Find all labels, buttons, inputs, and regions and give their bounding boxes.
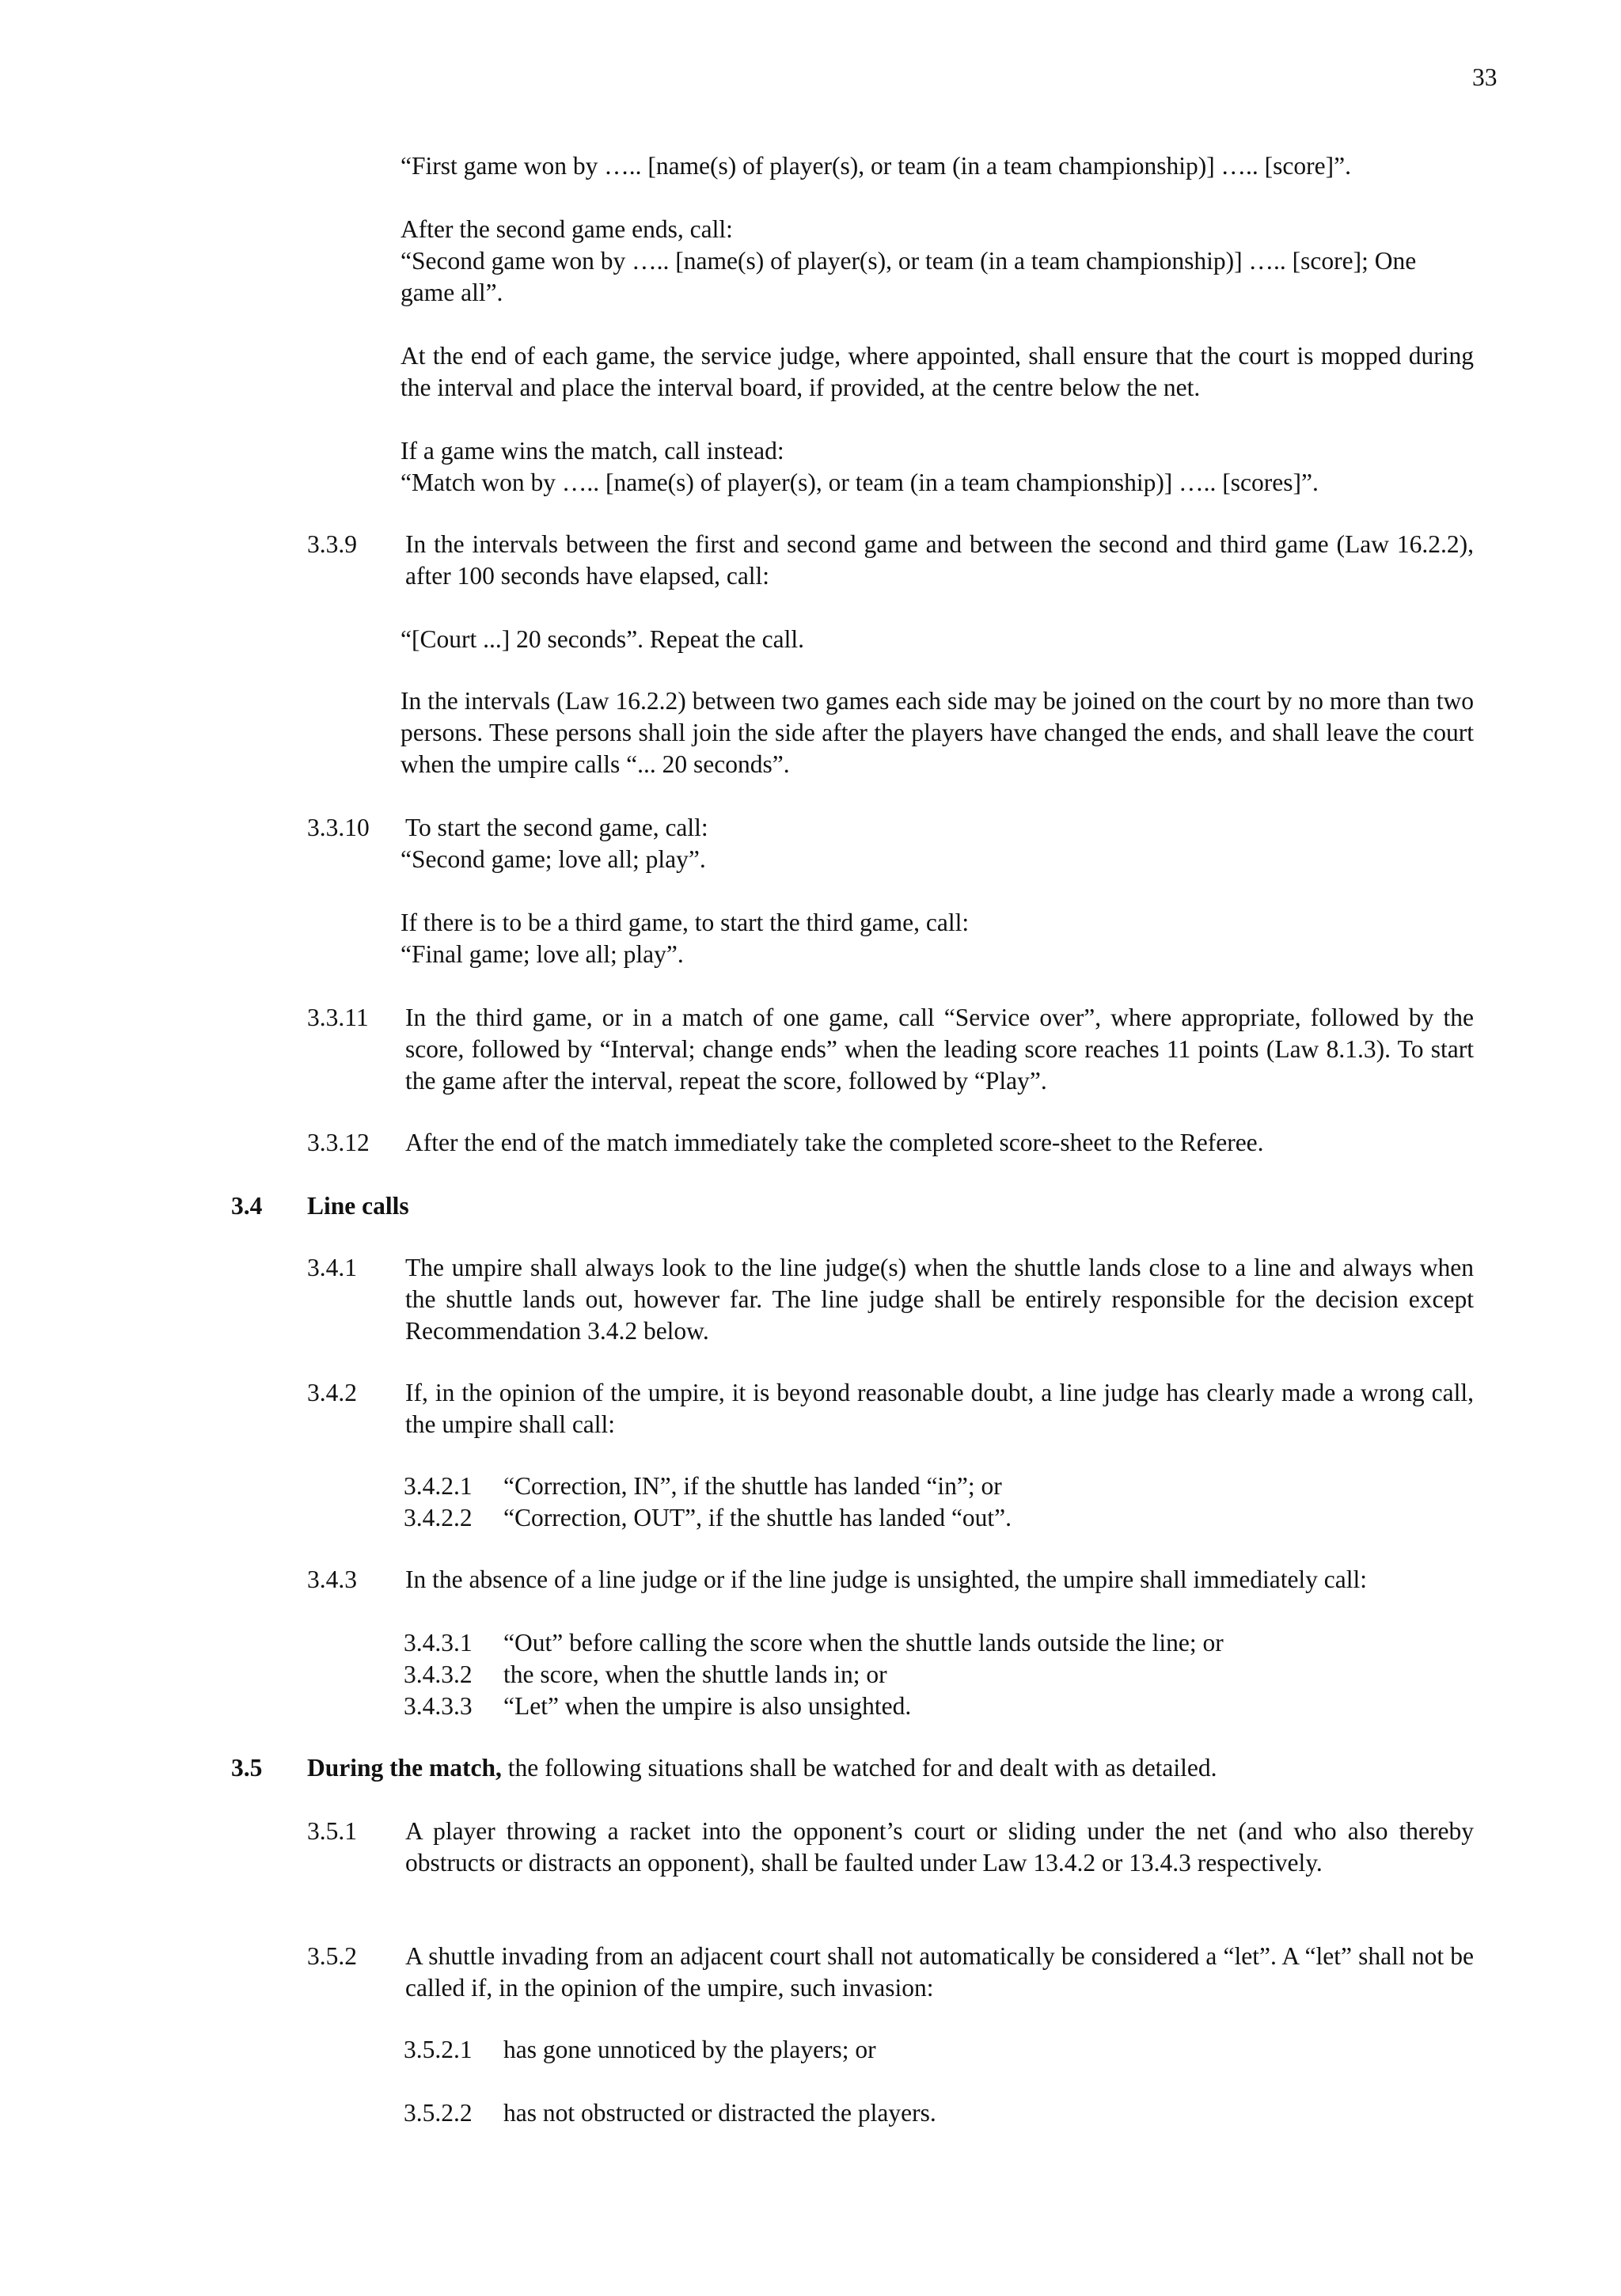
section-number: 3.4.2	[307, 1379, 357, 1406]
subsection-text: has gone unnoticed by the players; or	[503, 2036, 876, 2063]
section-3-3-11	[307, 1002, 1474, 1097]
subsection-text: has not obstructed or distracted the players.	[503, 2099, 936, 2127]
subsection-3-4-3-2	[404, 1659, 1474, 1691]
section-3-3-9	[307, 529, 1474, 592]
section-number: 3.4.3	[307, 1565, 357, 1593]
paragraph-match-intro: If a game wins the match, call instead:	[401, 437, 784, 465]
section-text: During the match, the following situations shall be watched for and dealt with as detailed.	[307, 1754, 1217, 1782]
paragraph-second-game-intro: After the second game ends, call:	[401, 215, 733, 243]
subsection-number: 3.5.2.1	[404, 2036, 473, 2063]
paragraph-end-of-game: At the end of each game, the service judge, where appointed, shall ensure that the court is mopped during the interval and place the interval board, if provided, at the centre below the net.	[401, 342, 1474, 401]
section-text: In the intervals between the first and second game and between the second and third game (Law 16.2.2), after 100 seconds have elapsed, call:	[405, 530, 1474, 590]
section-number: 3.5	[231, 1754, 263, 1782]
subsection-number: 3.4.2.1	[404, 1472, 473, 1500]
page-number: 33	[1472, 63, 1498, 91]
subsection-text: “Correction, OUT”, if the shuttle has landed “out”.	[503, 1504, 1012, 1531]
section-title: Line calls	[307, 1192, 409, 1220]
subsection-3-4-3-3	[404, 1691, 1474, 1722]
paragraph-final-game-call: “Final game; love all; play”.	[401, 940, 684, 968]
section-3-5-2	[307, 1941, 1474, 2004]
section-number: 3.3.9	[307, 530, 357, 558]
section-number: 3.3.11	[307, 1004, 369, 1031]
subsection-text: the score, when the shuttle lands in; or	[503, 1660, 887, 1688]
section-text: In the third game, or in a match of one game, call “Service over”, where appropriate, followed by the score, followed by “Interval; change ends” when the leading score reaches 11 points (Law 8.1.3). To start the game after the interval, repeat the score, followed by “Play”.	[405, 1004, 1474, 1095]
section-3-4	[231, 1190, 1474, 1222]
subsection-text: “Out” before calling the score when the shuttle lands outside the line; or	[503, 1629, 1224, 1657]
subsection-text: “Correction, IN”, if the shuttle has landed “in”; or	[503, 1472, 1002, 1500]
section-3-5	[231, 1752, 1474, 1784]
section-number: 3.3.10	[307, 814, 370, 841]
subsection-number: 3.4.3.2	[404, 1660, 473, 1688]
paragraph-interval-persons: In the intervals (Law 16.2.2) between two games each side may be joined on the court by no more than two persons. These persons shall join the side after the players have changed the ends, and shall leave the court when the umpire calls “... 20 seconds”.	[401, 687, 1474, 778]
section-text: After the end of the match immediately take the completed score-sheet to the Referee.	[405, 1129, 1264, 1156]
paragraph-first-game: “First game won by ….. [name(s) of player(s), or team (in a team championship)] ….. [score]”.	[401, 152, 1351, 180]
section-text: A shuttle invading from an adjacent court shall not automatically be considered a “let”. A “let” shall not be called if, in the opinion of the umpire, such invasion:	[405, 1942, 1474, 2002]
section-3-5-1	[307, 1816, 1474, 1879]
section-number: 3.5.1	[307, 1817, 357, 1845]
subsection-number: 3.4.3.3	[404, 1692, 473, 1720]
section-number: 3.4	[231, 1192, 263, 1220]
subsection-number: 3.5.2.2	[404, 2099, 473, 2127]
section-3-4-3	[307, 1564, 1474, 1596]
section-number: 3.5.2	[307, 1942, 357, 1970]
subsection-3-4-3-1	[404, 1627, 1474, 1659]
paragraph-match-call: “Match won by ….. [name(s) of player(s), or team (in a team championship)] ….. [scores]”.	[401, 469, 1319, 496]
subsection-3-5-2-1	[404, 2034, 1474, 2066]
subsection-number: 3.4.2.2	[404, 1504, 473, 1531]
paragraph-third-game-intro: If there is to be a third game, to start the third game, call:	[401, 909, 970, 936]
subsection-3-5-2-2	[404, 2097, 1474, 2129]
section-title: During the match,	[307, 1754, 502, 1782]
subsection-3-4-2-1	[404, 1471, 1474, 1502]
subsection-number: 3.4.3.1	[404, 1629, 473, 1657]
section-text: A player throwing a racket into the opponent’s court or sliding under the net (and who also thereby obstructs or distracts an opponent), shall be faulted under Law 13.4.2 or 13.4.3 respectively.	[405, 1817, 1474, 1877]
subsection-3-4-2-2	[404, 1502, 1474, 1534]
paragraph-second-game-call: “Second game won by ….. [name(s) of player(s), or team (in a team championship)] ….. [score]; One game all”.	[401, 247, 1417, 306]
section-text: The umpire shall always look to the line judge(s) when the shuttle lands close to a line and always when the shuttle lands out, however far. The line judge shall be entirely responsible for the decision except Recommendation 3.4.2 below.	[405, 1254, 1474, 1345]
section-3-3-12	[307, 1127, 1474, 1159]
section-number: 3.3.12	[307, 1129, 370, 1156]
section-text: If, in the opinion of the umpire, it is beyond reasonable doubt, a line judge has clearly made a wrong call, the umpire shall call:	[405, 1379, 1474, 1438]
paragraph-second-game-start: “Second game; love all; play”.	[401, 845, 706, 873]
section-number: 3.4.1	[307, 1254, 357, 1281]
paragraph-court-seconds-call: “[Court ...] 20 seconds”. Repeat the call.	[401, 625, 804, 653]
section-text: In the absence of a line judge or if the line judge is unsighted, the umpire shall immediately call:	[405, 1565, 1368, 1593]
section-text: To start the second game, call:	[405, 814, 708, 841]
section-3-4-1	[307, 1252, 1474, 1347]
section-3-3-10	[307, 812, 1474, 844]
subsection-text: “Let” when the umpire is also unsighted.	[503, 1692, 912, 1720]
section-3-4-2	[307, 1377, 1474, 1440]
